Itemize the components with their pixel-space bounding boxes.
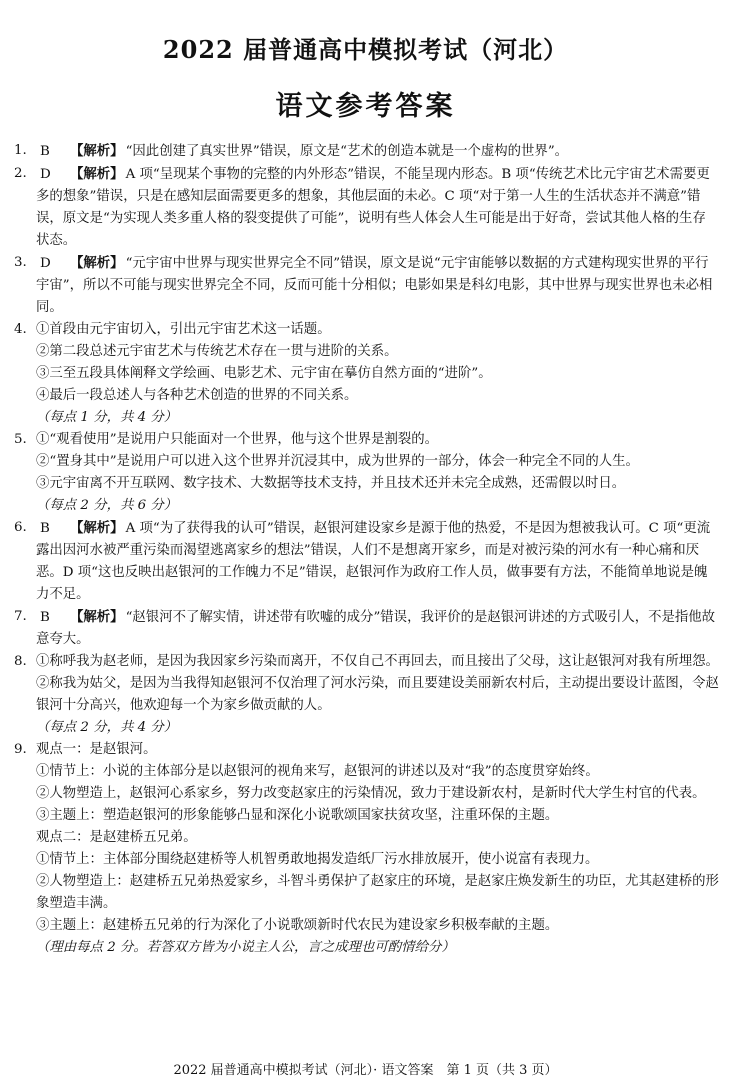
item-number: 8. — [14, 654, 27, 669]
answer-item-2 — [14, 163, 719, 252]
answer-item-9 — [14, 739, 719, 959]
answer-choice: B — [40, 521, 50, 536]
answer-point: ③主题上：赵建桥五兄弟的行为深化了小说歌颂新时代农民为建设家乡积极奉献的主题。 — [36, 918, 559, 933]
answer-choice: D — [40, 256, 51, 271]
document-subtitle: 语文参考答案 — [275, 91, 456, 122]
answer-choice: D — [40, 167, 51, 182]
analysis-tag: 【解析】 — [70, 166, 124, 182]
answer-item-1 — [14, 140, 719, 163]
answers-body — [14, 140, 719, 959]
answer-point: ①情节上：小说的主体部分是以赵银河的视角来写，赵银河的讲述以及对“我”的态度贯穿始终。 — [36, 764, 599, 779]
item-number: 6. — [14, 520, 27, 535]
answer-item-6 — [14, 517, 719, 606]
analysis-text: “赵银河不了解实情，讲述带有吹嘘的成分”错误，我评价的是赵银河讲述的方式吸引人，不是指他故意夸大。 — [36, 610, 716, 647]
analysis-tag: 【解析】 — [70, 255, 124, 271]
answer-item-5 — [14, 429, 719, 517]
analysis-tag: 【解析】 — [70, 143, 124, 159]
viewpoint-heading: 观点一：是赵银河。 — [36, 742, 157, 757]
answer-point: ①情节上：主体部分围绕赵建桥等人机智勇敢地揭发造纸厂污水排放展开，使小说富有表现力。 — [36, 852, 599, 867]
scoring-note: （每点 1 分，共 4 分） — [36, 410, 178, 425]
answer-point: ②“置身其中”是说用户可以进入这个世界并沉浸其中，成为世界的一部分，体会一种完全不同的人生。 — [36, 454, 639, 469]
answer-item-8 — [14, 651, 719, 739]
answer-item-7 — [14, 606, 719, 651]
scoring-note: （每点 2 分，共 4 分） — [36, 720, 178, 735]
exam-title: 2022 届普通高中模拟考试（河北） — [162, 35, 569, 64]
item-number: 4. — [14, 322, 27, 337]
answer-point: ①“观看使用”是说用户只能面对一个世界，他与这个世界是割裂的。 — [36, 432, 439, 447]
analysis-text: “因此创建了真实世界”错误，原文是“艺术的创造本就是一个虚构的世界”。 — [125, 144, 569, 159]
answer-point: ①首段由元宇宙切入，引出元宇宙艺术这一话题。 — [36, 322, 331, 337]
answer-item-4 — [14, 319, 719, 429]
analysis-text: A 项“为了获得我的认可”错误，赵银河建设家乡是源于他的热爱，不是因为想被我认可。C 项“更流露出因河水被严重污染而渴望逃离家乡的想法”错误，人们不是想离开家乡，而是对被污染的河水有一种心痛和厌恶。D 项“这也反映出赵银河的工作魄力不足”错误，赵银河作为政府工作人员，做事要有方法，不能简单地说是魄力不足。 — [36, 521, 711, 602]
analysis-tag: 【解析】 — [70, 520, 124, 536]
page-footer: 2022 届普通高中模拟考试（河北）· 语文答案 第 1 页（共 3 页） — [173, 1063, 558, 1078]
answer-item-3 — [14, 252, 719, 319]
answer-point: ①称呼我为赵老师，是因为我因家乡污染而离开，不仅自己不再回去，而且接出了父母，这让赵银河对我有所埋怨。 — [36, 654, 719, 669]
item-number: 5. — [14, 432, 27, 447]
item-number: 3. — [14, 255, 27, 270]
answer-point: ③元宇宙离不开互联网、数字技术、大数据等技术支持，并且技术还并未完全成熟，还需假以时日。 — [36, 476, 626, 491]
analysis-text: A 项“呈现某个事物的完整的内外形态”错误，不能呈现内形态。B 项“传统艺术比元宇宙艺术需要更多的想象”错误，只是在感知层面需要更多的想象，其他层面的未必。C 项“对于第一人生的生活状态并不满意”错误，原文是“为实现人类多重人格的裂变提供了可能”，说明有些人体会人生可能是出于好奇，尝试其他人格的生存状态。 — [36, 167, 710, 248]
answer-choice: B — [40, 610, 50, 625]
answer-point: ②第二段总述元宇宙艺术与传统艺术存在一贯与进阶的关系。 — [36, 344, 398, 359]
item-number: 9. — [14, 742, 27, 757]
answer-point: ②人物塑造上：赵建桥五兄弟热爱家乡，斗智斗勇保护了赵家庄的环境，是赵家庄焕发新生的功臣，尤其赵建桥的形象塑造丰满。 — [36, 874, 719, 911]
scoring-note: （理由每点 2 分。若答双方皆为小说主人公，言之成理也可酌情给分） — [36, 940, 455, 955]
answer-point: ③三至五段具体阐释文学绘画、电影艺术、元宇宙在摹仿自然方面的“进阶”。 — [36, 366, 492, 381]
answer-point: ③主题上：塑造赵银河的形象能够凸显和深化小说歌颂国家扶贫攻坚，注重环保的主题。 — [36, 808, 559, 823]
answer-point: ④最后一段总述人与各种艺术创造的世界的不同关系。 — [36, 388, 358, 403]
analysis-text: “元宇宙中世界与现实世界完全不同”错误，原文是说“元宇宙能够以数据的方式建构现实世界的平行宇宙”，所以不可能与现实世界完全不同，反而可能十分相似；电影如果是科幻电影，其中世界与现实世界也未必相同。 — [36, 256, 713, 315]
answer-choice: B — [40, 144, 50, 159]
answer-point: ②称我为姑父，是因为当我得知赵银河不仅治理了河水污染，而且要建设美丽新农村后，主动提出要设计蓝图，令赵银河十分高兴，他欢迎每一个为家乡做贡献的人。 — [36, 676, 719, 713]
viewpoint-heading: 观点二：是赵建桥五兄弟。 — [36, 830, 197, 845]
analysis-tag: 【解析】 — [70, 609, 124, 625]
item-number: 7. — [14, 609, 27, 624]
item-number: 1. — [14, 143, 27, 158]
item-number: 2. — [14, 166, 27, 181]
answer-point: ②人物塑造上，赵银河心系家乡，努力改变赵家庄的污染情况，致力于建设新农村，是新时代大学生村官的代表。 — [36, 786, 706, 801]
scoring-note: （每点 2 分，共 6 分） — [36, 498, 178, 513]
